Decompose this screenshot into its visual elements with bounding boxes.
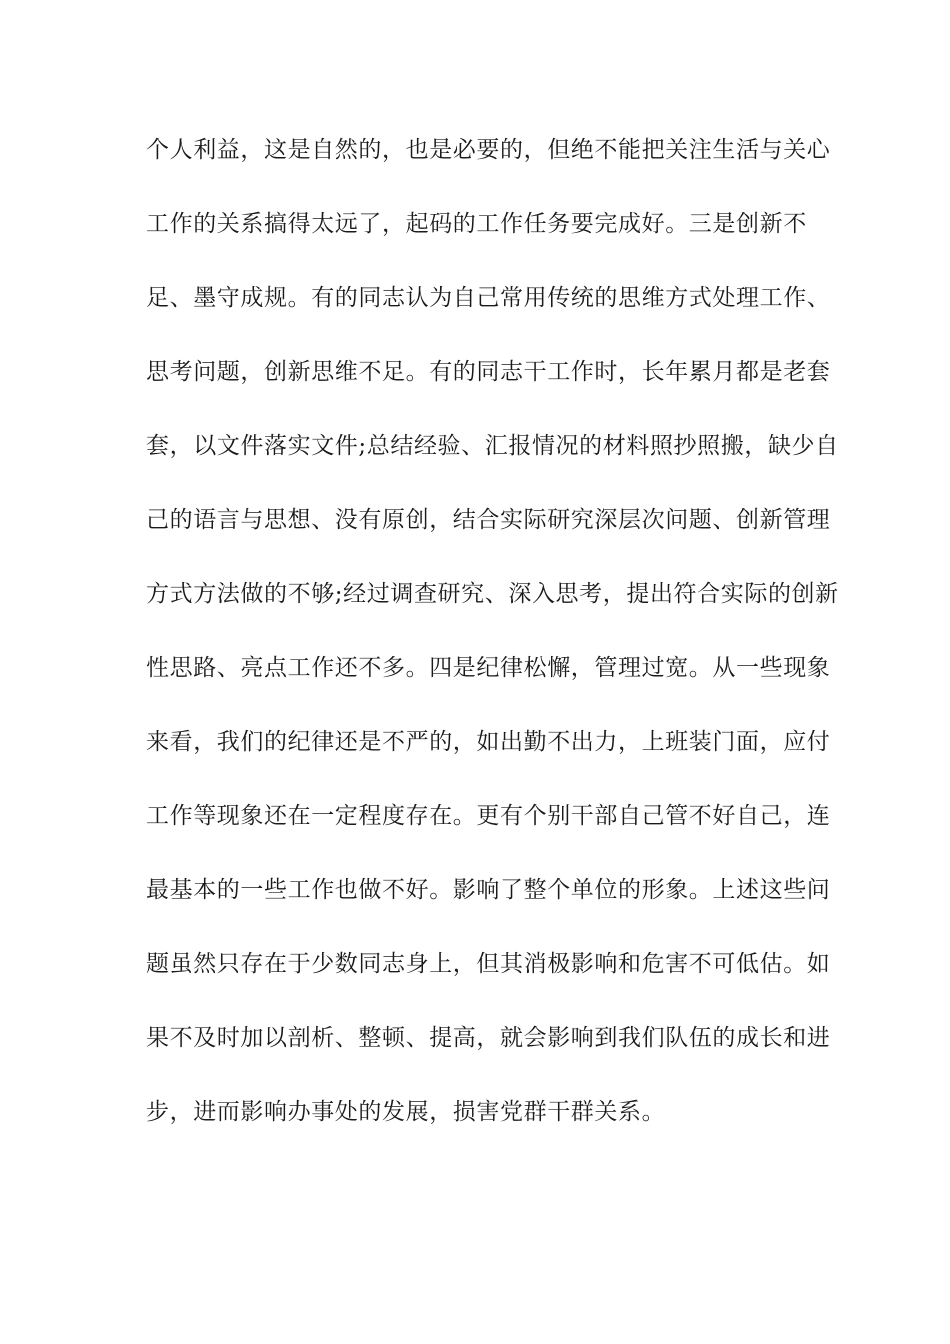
text-line: 题虽然只存在于少数同志身上，但其消极影响和危害不可低估。如 xyxy=(146,951,831,977)
text-line: 个人利益，这是自然的，也是必要的，但绝不能把关注生活与关心 xyxy=(146,137,831,163)
text-line: 思考问题，创新思维不足。有的同志干工作时，长年累月都是老套 xyxy=(146,359,831,385)
text-line: 套，以文件落实文件;总结经验、汇报情况的材料照抄照搬，缺少自 xyxy=(146,433,839,459)
body-paragraph xyxy=(146,128,839,1164)
text-line: 步，进而影响办事处的发展，损害党群干群关系。 xyxy=(146,1099,666,1125)
text-line: 工作等现象还在一定程度存在。更有个别干部自己管不好自己，连 xyxy=(146,803,831,829)
text-line: 方式方法做的不够;经过调查研究、深入思考，提出符合实际的创新 xyxy=(146,581,839,607)
text-line: 来看，我们的纪律还是不严的，如出勤不出力，上班装门面，应付 xyxy=(146,729,831,755)
text-line: 足、墨守成规。有的同志认为自己常用传统的思维方式处理工作、 xyxy=(146,285,831,311)
text-line: 己的语言与思想、没有原创，结合实际研究深层次问题、创新管理 xyxy=(146,507,831,533)
text-line: 最基本的一些工作也做不好。影响了整个单位的形象。上述这些问 xyxy=(146,877,831,903)
text-line: 性思路、亮点工作还不多。四是纪律松懈，管理过宽。从一些现象 xyxy=(146,655,831,681)
text-line: 果不及时加以剖析、整顿、提高，就会影响到我们队伍的成长和进 xyxy=(146,1025,831,1051)
text-line: 工作的关系搞得太远了，起码的工作任务要完成好。三是创新不 xyxy=(146,211,807,237)
